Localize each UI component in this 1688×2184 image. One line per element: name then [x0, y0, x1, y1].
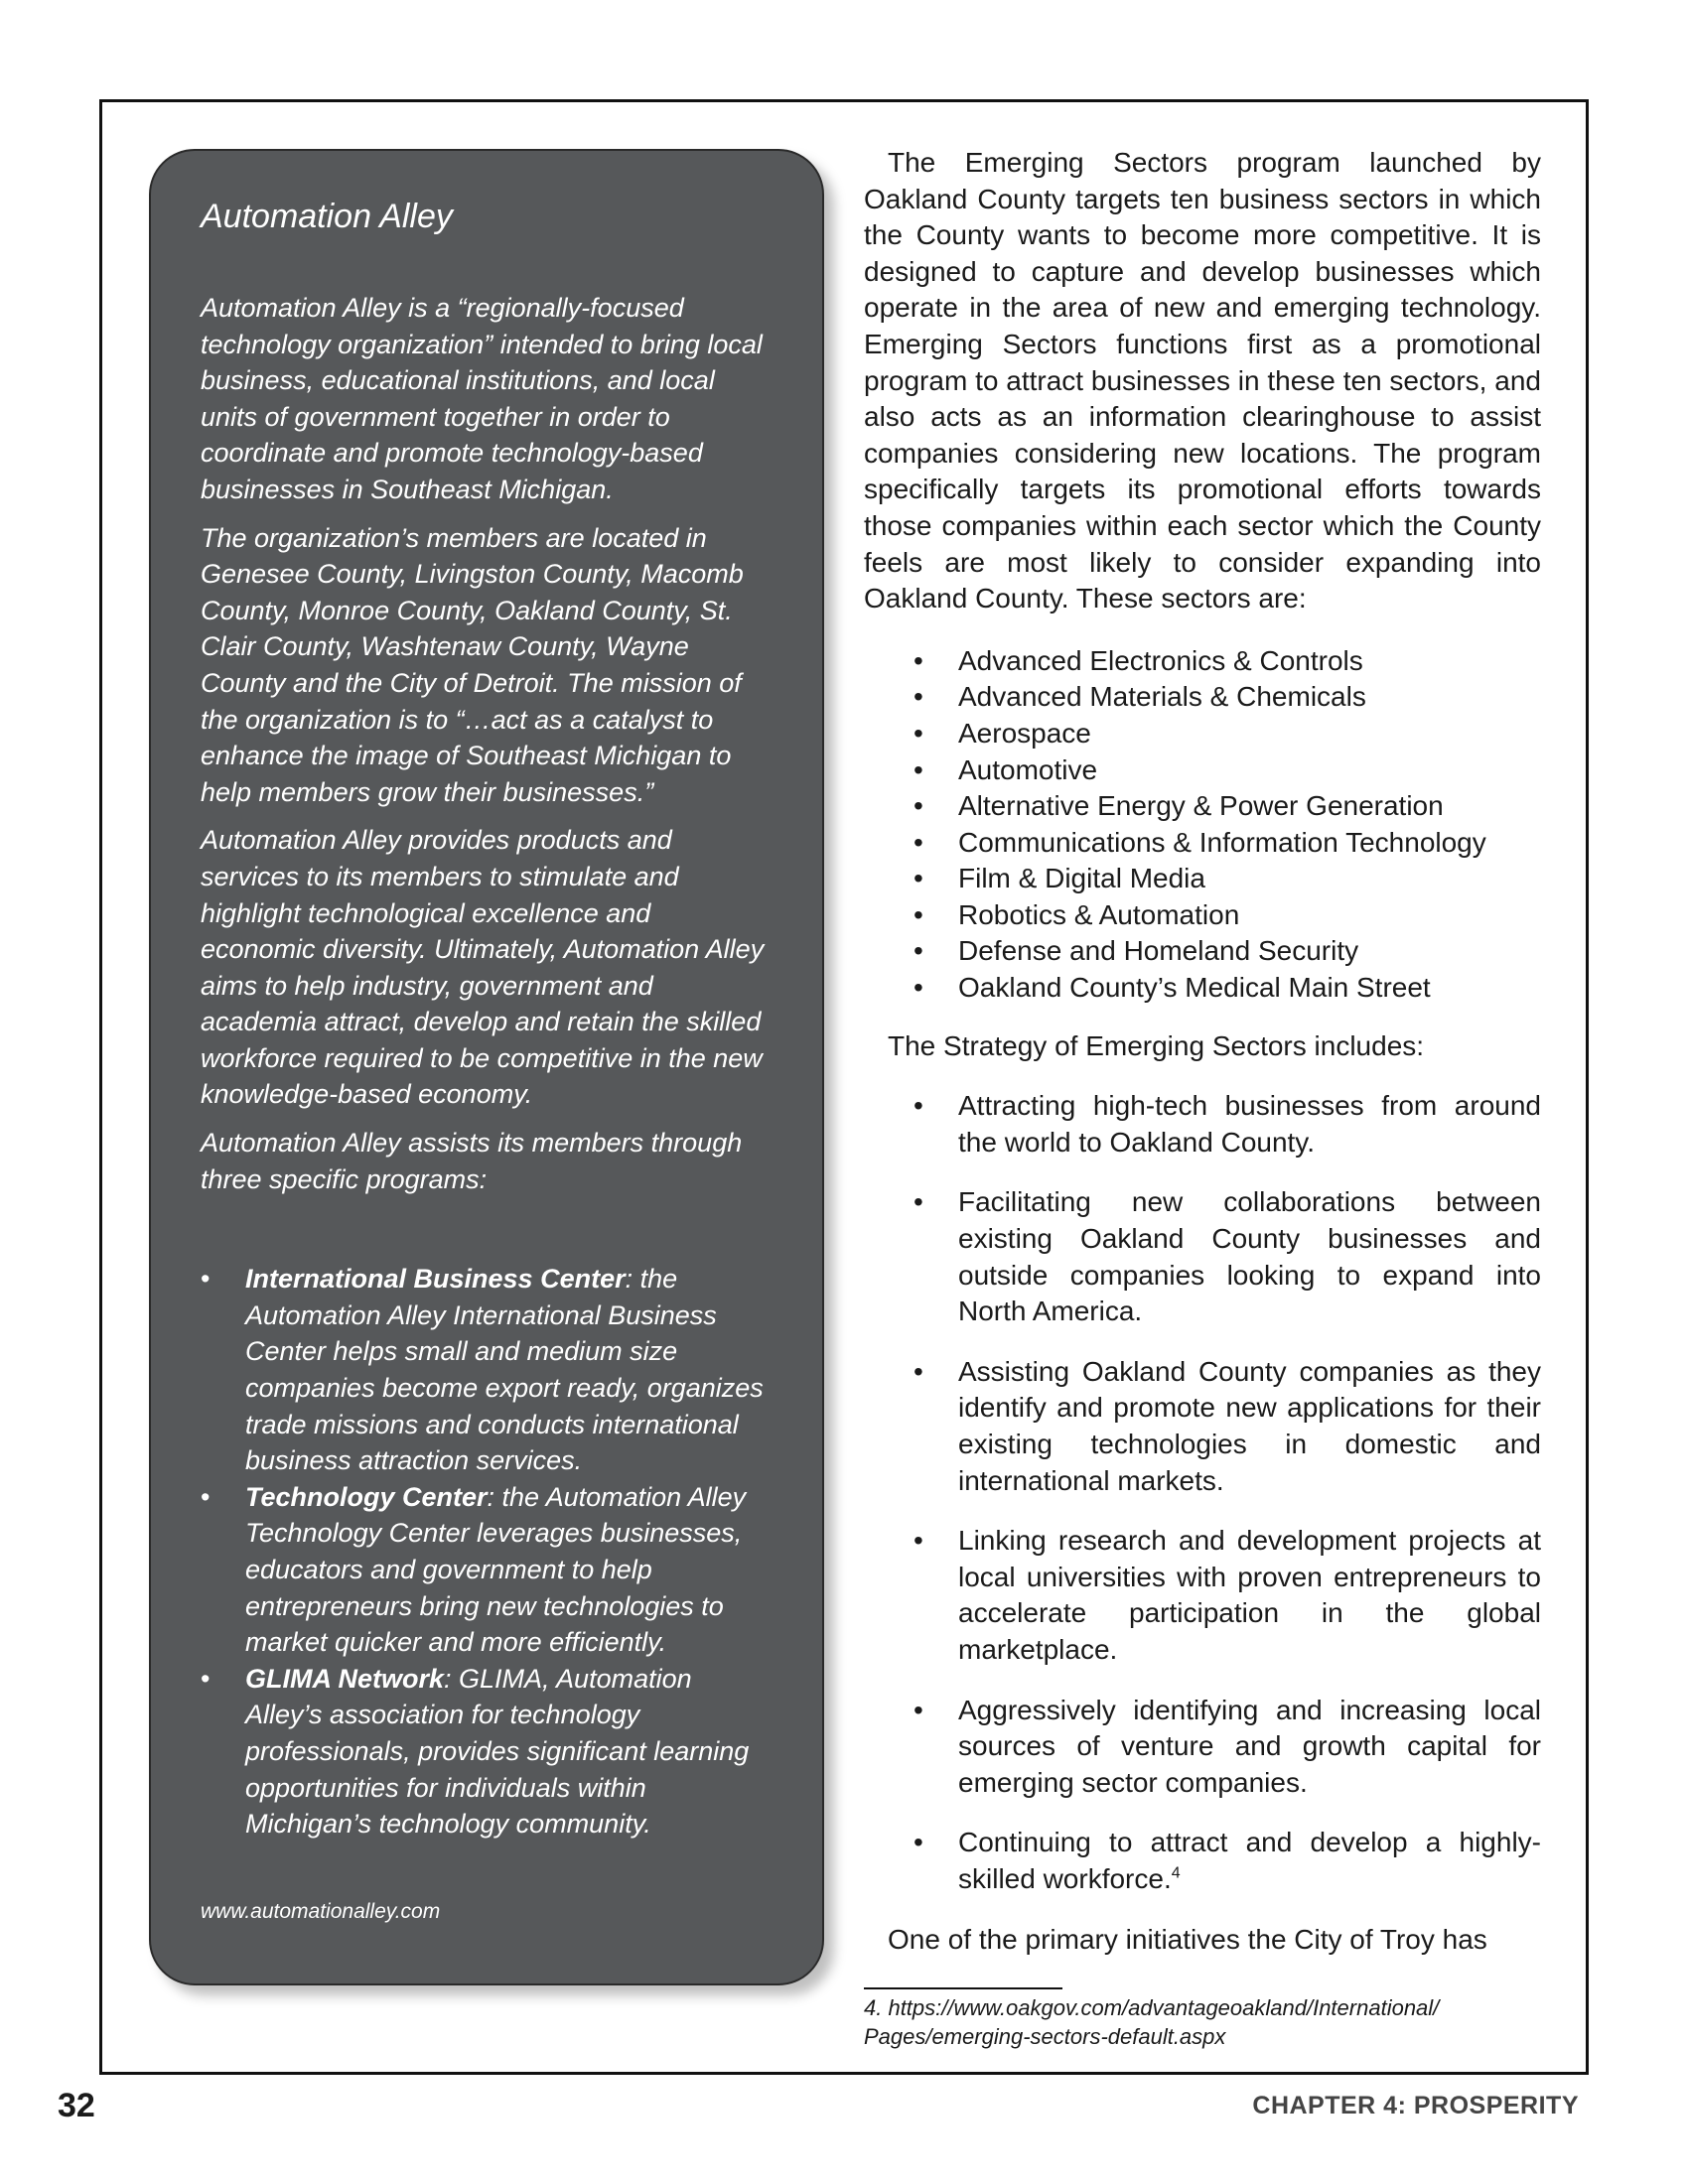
program-name: Technology Center: [245, 1481, 488, 1512]
sector-item: • Communications & Information Technology: [864, 825, 1541, 862]
closing-paragraph: One of the primary initiatives the City of Troy has: [888, 1923, 1487, 1955]
sector-item: • Aerospace: [864, 716, 1541, 752]
sector-item: • Alternative Energy & Power Generation: [864, 788, 1541, 825]
sidebar-title: Automation Alley: [201, 198, 453, 235]
strategy-item: • Linking research and development projects at local universities with proven entrepreneurs to accelerate participation in the global marketplace.: [864, 1523, 1541, 1668]
sector-item: • Film & Digital Media: [864, 861, 1541, 897]
program-item: [201, 1479, 773, 1661]
footnote: 4. https://www.oakgov.com/advantageoakland/International/ Pages/emerging-sectors-default.aspx: [864, 1995, 1440, 2049]
intro-paragraph: The Emerging Sectors program launched by Oakland County targets ten business sectors in which the County wants to become more competitive. It is designed to capture and develop businesses which operate in the area of new and emerging technology. Emerging Sectors functions first as a promotional program to attract businesses in these ten sectors, and also acts as an information clearinghouse to assist companies considering new locations. The program specifically targets its promotional efforts towards those companies within each sector which the County feels are most likely to consider expanding into Oakland County. These sectors are:: [864, 147, 1541, 614]
footnote-rule: [864, 1987, 1062, 1989]
footnote-marker: 4: [1171, 1864, 1181, 1882]
sector-list: [864, 643, 1541, 1007]
strategy-text: Continuing to attract and develop a highly-skilled workforce.: [958, 1827, 1541, 1894]
sector-item: • Robotics & Automation: [864, 897, 1541, 934]
program-name: International Business Center: [245, 1264, 626, 1295]
automation-alley-sidebar: [149, 149, 824, 1985]
program-name: GLIMA Network: [245, 1663, 445, 1694]
sidebar-paragraph: Automation Alley assists its members through three specific programs:: [201, 1128, 743, 1194]
program-description: : the Automation Alley Technology Center leverages businesses, educators and government to help entrepreneurs bring new technologies to market quicker and more efficiently.: [245, 1481, 747, 1658]
program-description: : GLIMA, Automation Alley’s association for technology professionals, provides significant learning opportunities for individuals within Michigan’s technology community.: [245, 1663, 750, 1840]
strategy-item: • Facilitating new collaborations between existing Oakland County businesses and outside companies looking to expand into North America.: [864, 1184, 1541, 1329]
strategy-item: • Attracting high-tech businesses from around the world to Oakland County.: [864, 1088, 1541, 1160]
chapter-label: CHAPTER 4: PROSPERITY: [1252, 2092, 1579, 2119]
sidebar-paragraph: The organization’s members are located in Genesee County, Livingston County, Macomb County, Monroe County, Oakland County, St. Clair County, Washtenaw County, Wayne County and the City of Detroit. The mission of the organization is to “…act as a catalyst to enhance the image of Southeast Michigan to help members grow their businesses.”: [201, 522, 744, 807]
sector-item: • Advanced Electronics & Controls: [864, 643, 1541, 680]
strategy-list: [864, 1088, 1541, 1897]
strategy-item: • Aggressively identifying and increasing local sources of venture and growth capital for emerging sector companies.: [864, 1693, 1541, 1802]
program-description: : the Automation Alley International Business Center helps small and medium size companies become export ready, organizes trade missions and conducts international business attraction services.: [245, 1264, 764, 1476]
sidebar-url: www.automationalley.com: [201, 1899, 441, 1923]
program-item: [201, 1661, 773, 1843]
main-text-column: [864, 145, 1541, 1958]
page-number: 32: [58, 2087, 95, 2124]
sector-item: • Defense and Homeland Security: [864, 933, 1541, 970]
strategy-intro: The Strategy of Emerging Sectors includes:: [888, 1029, 1425, 1061]
sidebar-paragraph: Automation Alley provides products and services to its members to stimulate and highlight technological excellence and economic diversity. Ultimately, Automation Alley aims to help industry, government and academia attract, develop and retain the skilled workforce required to be competitive in the new knowledge-based economy.: [201, 825, 765, 1110]
sidebar-paragraph: Automation Alley is a “regionally-focused technology organization” intended to bring local business, educational institutions, and local units of government together in order to coordinate and promote technology-based businesses in Southeast Michigan.: [201, 293, 763, 504]
strategy-item: [864, 1825, 1541, 1897]
program-item: [201, 1261, 773, 1479]
sector-item: • Advanced Materials & Chemicals: [864, 679, 1541, 716]
sector-item: • Oakland County’s Medical Main Street: [864, 970, 1541, 1007]
program-list: [201, 1261, 773, 1843]
strategy-item: • Assisting Oakland County companies as they identify and promote new applications for their existing technologies in domestic and international markets.: [864, 1354, 1541, 1499]
sector-item: • Automotive: [864, 752, 1541, 789]
